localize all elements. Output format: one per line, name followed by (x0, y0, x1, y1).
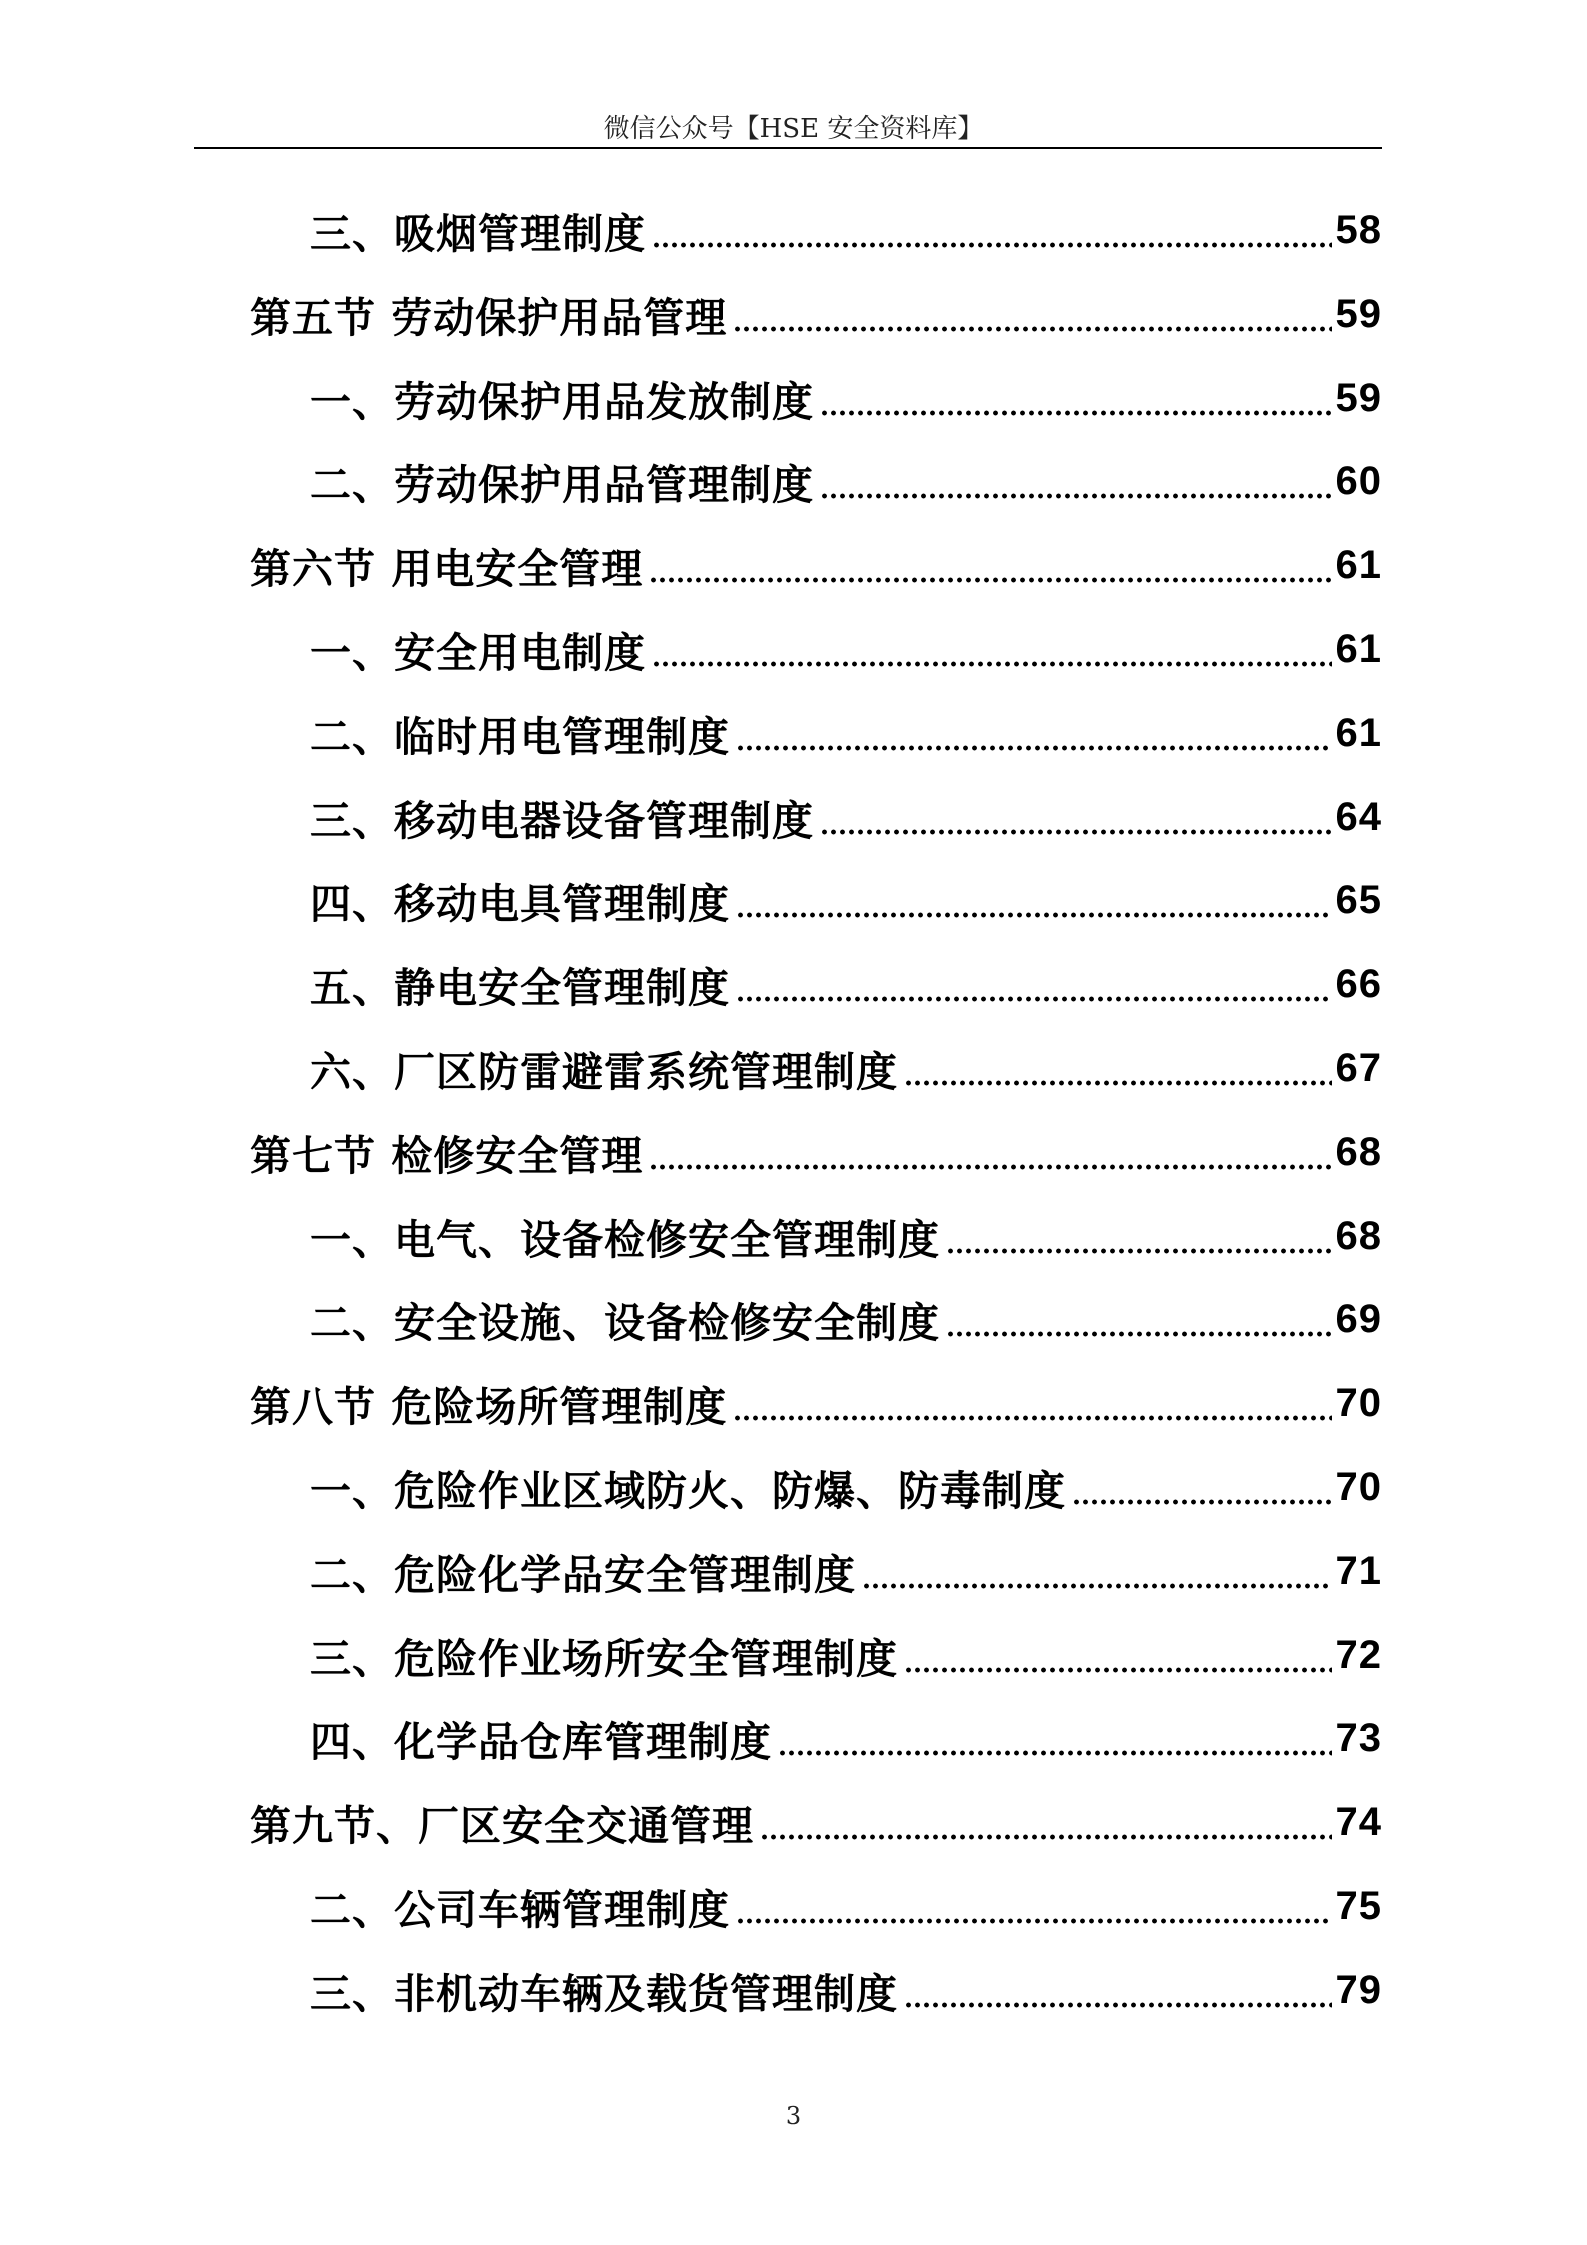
toc-section-entry[interactable] (250, 284, 1382, 344)
toc-dot-leader (652, 200, 1332, 260)
toc-dot-leader (652, 619, 1332, 679)
toc-entry-page: 68 (1335, 1213, 1382, 1258)
toc-entry-title: 三、非机动车辆及载货管理制度 (310, 1969, 898, 2018)
toc-subsection-entry[interactable] (310, 870, 1382, 930)
toc-subsection-entry[interactable] (310, 619, 1382, 679)
toc-entry-title: 三、危险作业场所安全管理制度 (310, 1634, 898, 1683)
toc-entry-title: 第六节 用电安全管理 (250, 544, 644, 593)
toc-entry-page: 67 (1335, 1045, 1382, 1090)
toc-entry-page: 60 (1335, 458, 1382, 503)
toc-entry-title: 一、电气、设备检修安全管理制度 (310, 1215, 940, 1264)
toc-entry-title: 一、劳动保护用品发放制度 (310, 377, 814, 426)
toc-section-entry[interactable] (250, 1792, 1382, 1852)
toc-entry-page: 71 (1335, 1548, 1382, 1593)
toc-dot-leader (904, 1625, 1332, 1685)
toc-entry-title: 二、公司车辆管理制度 (310, 1885, 730, 1934)
toc-entry-page: 61 (1335, 710, 1382, 755)
toc-subsection-entry[interactable] (310, 1876, 1382, 1936)
page-number: 3 (785, 2102, 802, 2130)
toc-subsection-entry[interactable] (310, 368, 1382, 428)
toc-dot-leader (946, 1289, 1332, 1349)
toc-entry-page: 61 (1335, 542, 1382, 587)
header-divider (194, 147, 1382, 149)
toc-subsection-entry[interactable] (310, 1541, 1382, 1601)
toc-entry-title: 第八节 危险场所管理制度 (250, 1382, 728, 1431)
toc-entry-page: 69 (1335, 1296, 1382, 1341)
toc-entry-title: 三、移动电器设备管理制度 (310, 796, 814, 845)
toc-entry-title: 二、临时用电管理制度 (310, 712, 730, 761)
toc-dot-leader (946, 1206, 1332, 1266)
toc-dot-leader (820, 787, 1332, 847)
toc-subsection-entry[interactable] (310, 1708, 1382, 1768)
toc-subsection-entry[interactable] (310, 200, 1382, 260)
toc-subsection-entry[interactable] (310, 1625, 1382, 1685)
toc-subsection-entry[interactable] (310, 703, 1382, 763)
toc-dot-leader (820, 368, 1332, 428)
toc-entry-page: 75 (1335, 1883, 1382, 1928)
toc-entry-title: 二、危险化学品安全管理制度 (310, 1550, 856, 1599)
toc-entry-page: 79 (1335, 1967, 1382, 2012)
toc-entry-page: 65 (1335, 877, 1382, 922)
toc-dot-leader (862, 1541, 1332, 1601)
toc-dot-leader (649, 1122, 1331, 1182)
toc-dot-leader (778, 1708, 1332, 1768)
toc-section-entry[interactable] (250, 535, 1382, 595)
toc-dot-leader (736, 1876, 1332, 1936)
toc-entry-title: 第九节、厂区安全交通管理 (250, 1801, 754, 1850)
toc-dot-leader (736, 954, 1332, 1014)
toc-subsection-entry[interactable] (310, 954, 1382, 1014)
toc-subsection-entry[interactable] (310, 787, 1382, 847)
toc-entry-title: 四、化学品仓库管理制度 (310, 1717, 772, 1766)
toc-entry-page: 70 (1335, 1464, 1382, 1509)
toc-dot-leader (820, 451, 1332, 511)
toc-entry-page: 72 (1335, 1632, 1382, 1677)
toc-entry-title: 二、安全设施、设备检修安全制度 (310, 1298, 940, 1347)
toc-entry-page: 64 (1335, 794, 1382, 839)
toc-entry-title: 六、厂区防雷避雷系统管理制度 (310, 1047, 898, 1096)
toc-dot-leader (733, 1373, 1331, 1433)
toc-entry-page: 73 (1335, 1715, 1382, 1760)
toc-section-entry[interactable] (250, 1122, 1382, 1182)
toc-subsection-entry[interactable] (310, 451, 1382, 511)
toc-entry-title: 一、安全用电制度 (310, 628, 646, 677)
toc-entry-title: 二、劳动保护用品管理制度 (310, 460, 814, 509)
page-header: 微信公众号【HSE 安全资料库】 (603, 114, 984, 144)
toc-entry-page: 61 (1335, 626, 1382, 671)
toc-entry-page: 58 (1335, 207, 1382, 252)
toc-subsection-entry[interactable] (310, 1206, 1382, 1266)
toc-entry-title: 三、吸烟管理制度 (310, 209, 646, 258)
toc-dot-leader (760, 1792, 1332, 1852)
toc-dot-leader (904, 1960, 1332, 2020)
toc-entry-page: 74 (1335, 1799, 1382, 1844)
toc-section-entry[interactable] (250, 1373, 1382, 1433)
toc-dot-leader (904, 1038, 1332, 1098)
toc-subsection-entry[interactable] (310, 1960, 1382, 2020)
toc-subsection-entry[interactable] (310, 1289, 1382, 1349)
toc-entry-page: 66 (1335, 961, 1382, 1006)
toc-dot-leader (649, 535, 1331, 595)
toc-dot-leader (736, 870, 1332, 930)
toc-entry-page: 59 (1335, 375, 1382, 420)
toc-dot-leader (1072, 1457, 1332, 1517)
toc-entry-page: 59 (1335, 291, 1382, 336)
toc-entry-page: 68 (1335, 1129, 1382, 1174)
toc-entry-title: 第五节 劳动保护用品管理 (250, 293, 728, 342)
toc-subsection-entry[interactable] (310, 1038, 1382, 1098)
toc-entry-title: 五、静电安全管理制度 (310, 963, 730, 1012)
toc-subsection-entry[interactable] (310, 1457, 1382, 1517)
toc-entry-page: 70 (1335, 1380, 1382, 1425)
toc-dot-leader (733, 284, 1331, 344)
toc-dot-leader (736, 703, 1332, 763)
toc-entry-title: 四、移动电具管理制度 (310, 879, 730, 928)
toc-entry-title: 第七节 检修安全管理 (250, 1131, 644, 1180)
toc-entry-title: 一、危险作业区域防火、防爆、防毒制度 (310, 1466, 1066, 1515)
